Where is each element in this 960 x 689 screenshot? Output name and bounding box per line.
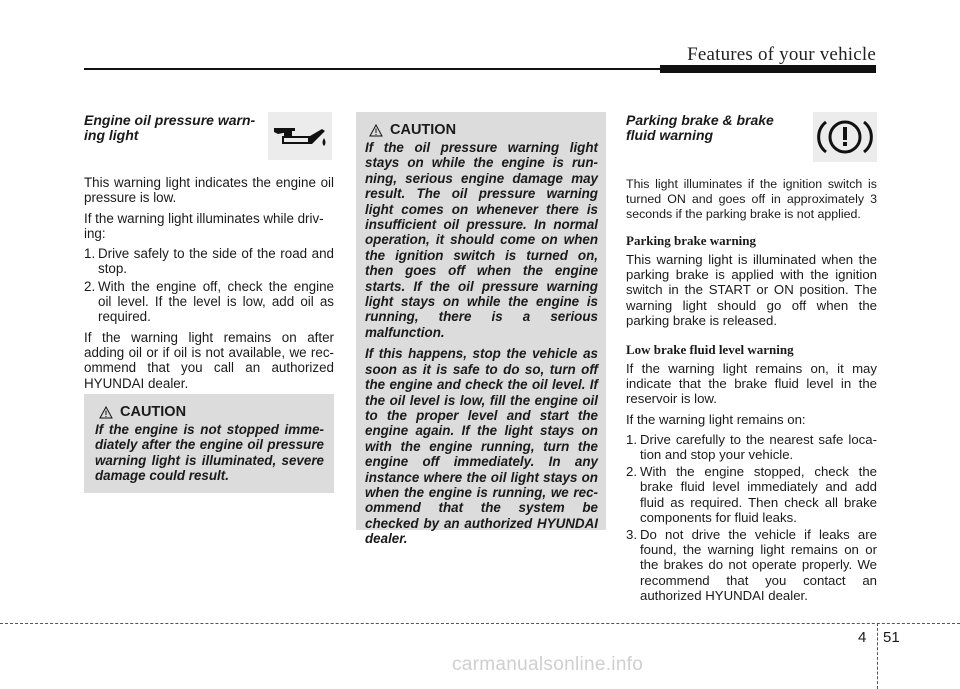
brake-subheading-fluid: Low brake fluid level warning: [626, 342, 794, 358]
brake-step-text: Do not drive the vehicle if leaks are found, the warning light remains on or the brakes do not operate properly. We recommend that you contact an authorized HYUNDAI dealer.: [640, 527, 877, 603]
footer-rule: [0, 623, 960, 624]
oil-title-line2: ing light: [84, 127, 139, 143]
brake-step-num: 2.: [626, 464, 637, 480]
brake-step-num: 1.: [626, 431, 637, 447]
caution-heading-text: CAUTION: [120, 404, 187, 420]
running-header: Features of your vehicle: [687, 44, 876, 65]
caution-heading: [365, 122, 598, 138]
oil-para1: This warning light indicates the engine oil pressure is low.: [84, 175, 334, 206]
caution-heading-text: CAUTION: [390, 122, 457, 138]
brake-intro: This light illuminates if the ignition switch is turned ON and goes off in approximately 3 seconds if the parking brake is not applied.: [626, 177, 877, 221]
brake-sub1-text: This warning light is illuminated when the parking brake is applied with the ignition switch in the START or ON position. The warning light should go off when the parking brake is released.: [626, 252, 877, 328]
page-number: 51: [883, 629, 900, 646]
brake-step: [626, 464, 877, 525]
brake-section-title: [626, 113, 816, 143]
oil-step: [84, 279, 334, 325]
oil-step-num: 1.: [84, 246, 96, 262]
brake-sub2-text2: If the warning light remains on:: [626, 411, 806, 427]
footer-divider: [877, 623, 878, 689]
brake-step-num: 3.: [626, 527, 637, 543]
oil-step-text: With the engine off, check the engine oil level. If the level is low, add oil as required.: [98, 278, 334, 325]
brake-body: [626, 177, 877, 605]
oil-para3: If the warning light remains on after adding oil or if oil is not available, we rec-ommend that you call an authorized HYUNDAI dealer.: [84, 329, 334, 391]
caution-heading: [95, 404, 324, 420]
brake-step-text: With the engine stopped, check the brake fluid level immediately and add fluid as required. Then check all brake components for fluid leaks.: [640, 464, 877, 525]
chapter-number: 4: [858, 629, 867, 646]
oil-can-icon: [268, 112, 332, 160]
caution-large-para1: If the oil pressure warning light stays on while the engine is run-ning, serious engine damage may result. The oil pressure warning light comes on whenever there is insufficient oil pressure. In normal operation, it should come on when the ignition switch is turned on, then goes off when the engine starts. If the oil pressure warning light stays on while the engine is running, there is a serious malfunction.: [365, 140, 598, 340]
brake-sub2-text: If the warning light remains on, it may indicate that the brake fluid level in the reservoir is low.: [626, 361, 877, 407]
brake-subheading-parking: Parking brake warning: [626, 233, 757, 248]
brake-step: [626, 527, 877, 603]
caution-box-large: [356, 112, 606, 547]
brake-title-line2: fluid warning: [626, 127, 714, 143]
oil-body: [84, 175, 334, 396]
warning-triangle-icon: [369, 124, 383, 137]
caution-small-text: If the engine is not stopped imme-diately after the engine oil pressure warning light is illuminated, severe damage could result.: [95, 422, 324, 484]
brake-step-text: Drive carefully to the nearest safe loca-tion and stop your vehicle.: [640, 431, 877, 463]
brake-warning-icon: [813, 112, 877, 162]
watermark-text: carmanualsonline.info: [452, 654, 644, 675]
oil-title-line1: Engine oil pressure warn-: [84, 112, 256, 128]
oil-step-text: Drive safely to the side of the road and stop.: [98, 246, 334, 277]
caution-box-small: [84, 394, 334, 493]
caution-large-para2: If this happens, stop the vehicle as soon as it is safe to do so, turn off the engine and check the oil level. If the oil level is low, fill the engine oil to the proper level and start the engine again. If the light stays on with the engine running, turn the engine off immediately. In any instance where the oil light stays on when the engine is running, we rec-ommend that the system be checked by an authorized HYUNDAI dealer.: [365, 346, 598, 547]
brake-step: [626, 432, 877, 462]
brake-title-line1: Parking brake & brake: [626, 112, 774, 128]
header-rule: [84, 68, 660, 70]
oil-step-num: 2.: [84, 278, 96, 294]
oil-step: [84, 246, 334, 277]
header-bar: [660, 65, 876, 73]
warning-triangle-icon: [99, 406, 113, 419]
oil-para2: If the warning light illuminates while driv-ing:: [84, 210, 324, 241]
oil-section-title: [84, 113, 264, 143]
